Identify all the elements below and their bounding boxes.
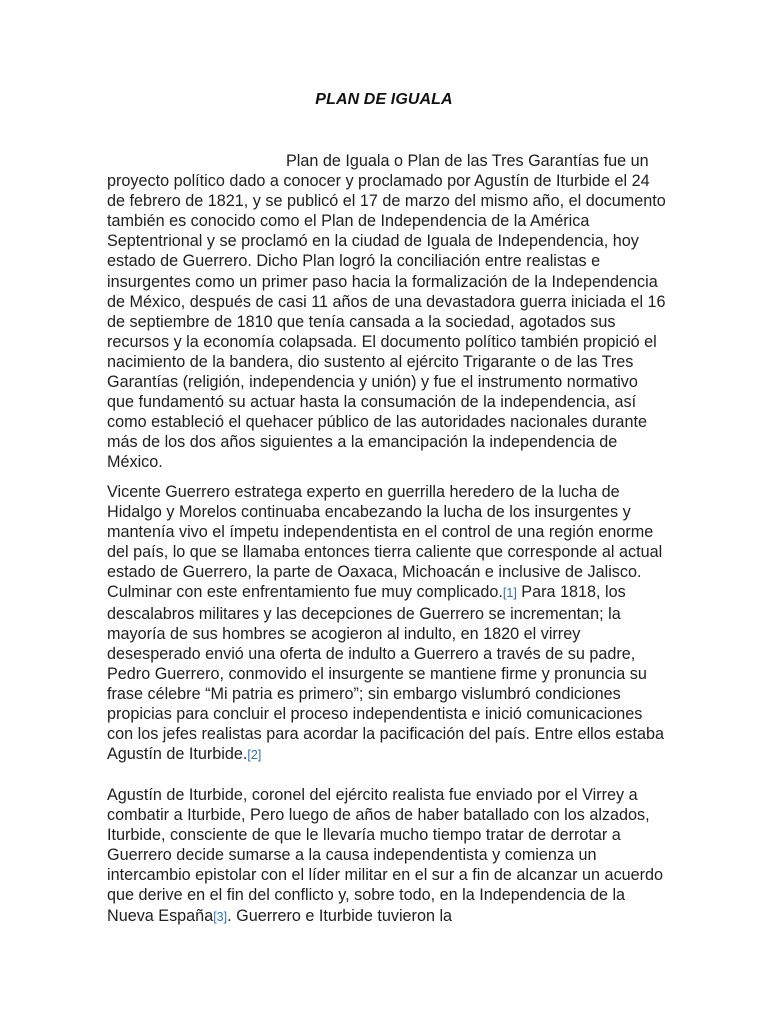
paragraph-3 bbox=[107, 785, 667, 927]
paragraph-1-text: Plan de Iguala o Plan de las Tres Garantías fue un proyecto político dado a conocer y proclamado por Agustín de Iturbide el 24 de febrero de 1821, y se publicó el 17 de marzo del mismo año, el documento también es conocido como el Plan de Independencia de la América Septentrional y se proclamó en la ciudad de Iguala de Independencia, hoy estado de Guerrero. Dicho Plan logró la conciliación entre realistas e insurgentes como un primer paso hacia la formalización de la Independencia de México, después de casi 11 años de una devastadora guerra iniciada el 16 de septiembre de 1810 que tenía cansada a la sociedad, agotados sus recursos y la economía colapsada. El documento político también propició el nacimiento de la bandera, dio sustento al ejército Trigarante o de las Tres Garantías (religión, independencia y unión) y fue el instrumento normativo que fundamentó su actuar hasta la consumación de la independencia, así como estableció el quehacer público de las autoridades nacionales durante más de los dos años siguientes a la emancipación la independencia de México. bbox=[107, 152, 666, 472]
paragraph-3-part-2: . Guerrero e Iturbide tuvieron la bbox=[227, 906, 453, 925]
paragraph-2-text bbox=[107, 482, 667, 765]
paragraph-3-part-1: Agustín de Iturbide, coronel del ejército realista fue enviado por el Virrey a combatir a Iturbide, Pero luego de años de haber batallado con los alzados, Iturbide, consciente de que le llevaría mucho tiempo tratar de derrotar a Guerrero decide sumarse a la causa independentista y comienza un intercambio epistolar con el líder militar en el sur a fin de alcanzar un acuerdo que derive en el fin del conflicto y, sobre todo, en la Independencia de la Nueva España bbox=[107, 786, 664, 925]
paragraph-3-text bbox=[107, 785, 667, 927]
footnote-link-3[interactable]: [3] bbox=[213, 909, 228, 924]
paragraph-2-part-2: Para 1818, los descalabros militares y las decepciones de Guerrero se incrementan; la mayoría de sus hombres se acogieron al indulto, en 1820 el virrey desesperado envió una oferta de indulto a Guerrero a través de su padre, Pedro Guerrero, conmovido el insurgente se mantiene firme y pronuncia su frase célebre “Mi patria es primero”; sin embargo vislumbró condiciones propicias para concluir el proceso independentista e inició comunicaciones con los jefes realistas para acordar la pacificación del país. Entre ellos estaba Agustín de Iturbide. bbox=[107, 583, 664, 764]
document-title: PLAN DE IGUALA bbox=[315, 91, 453, 108]
paragraph-2 bbox=[107, 482, 667, 765]
footnote-link-2[interactable]: [2] bbox=[247, 748, 262, 763]
paragraph-2-part-1: Vicente Guerrero estratega experto en guerrilla heredero de la lucha de Hidalgo y Morelos continuaba encabezando la lucha de los insurgentes y mantenía vivo el ímpetu independentista en el control de una región enorme del país, lo que se llamaba entonces tierra caliente que corresponde al actual estado de Guerrero, la parte de Oaxaca, Michoacán e inclusive de Jalisco. Culminar con este enfrentamiento fue muy complicado. bbox=[107, 483, 663, 602]
footnote-link-1[interactable]: [1] bbox=[502, 586, 517, 601]
paragraph-1 bbox=[107, 151, 667, 473]
